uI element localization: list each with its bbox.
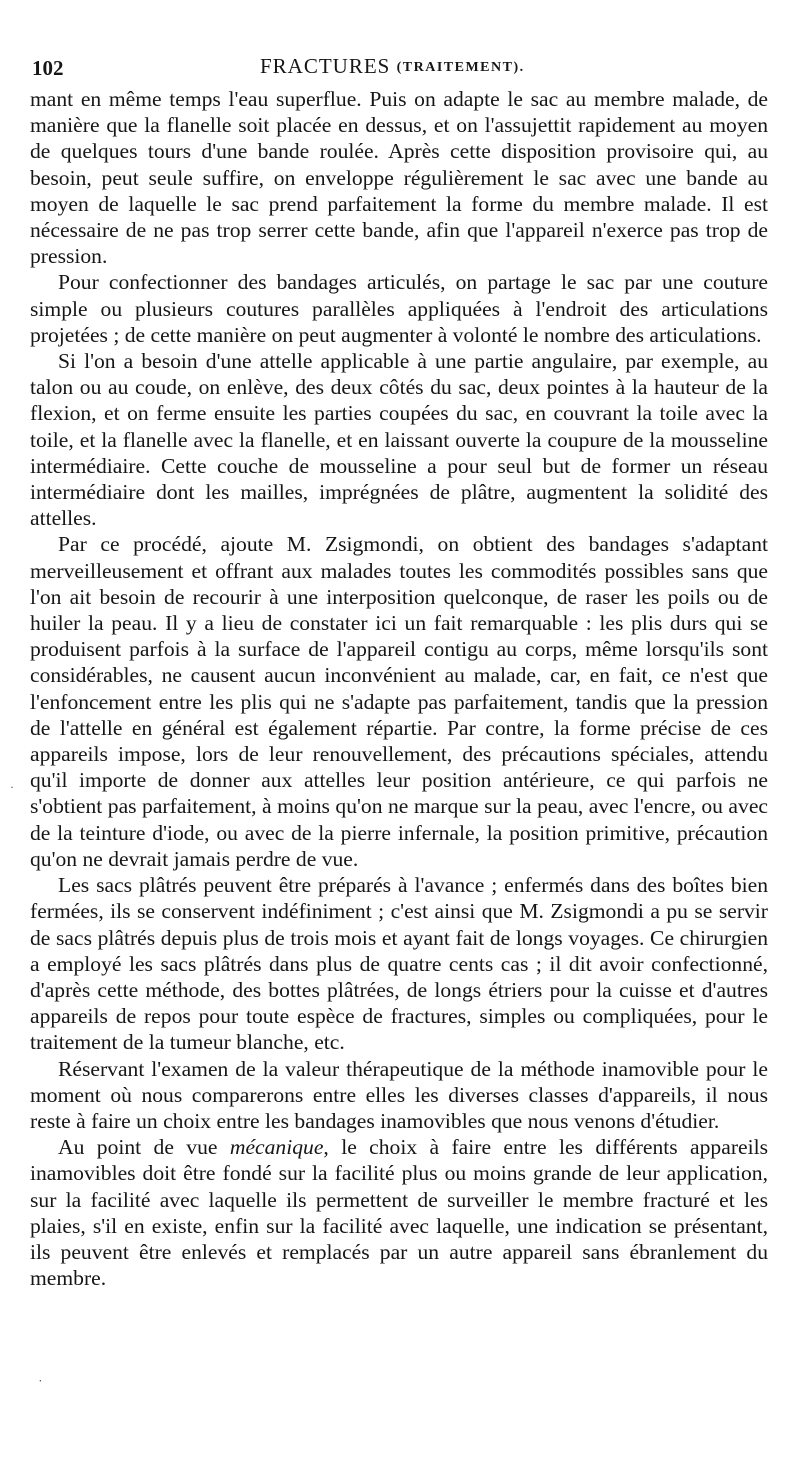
paragraph-6: Réservant l'examen de la valeur thérapeutique de la méthode inamovible pour le moment où nous comparerons entre elles les diverses classes d'appareils, il nous reste à faire un choix entre les bandages inamovibles que nous venons d'étudier. bbox=[30, 1056, 768, 1133]
paragraph-4: Par ce procédé, ajoute M. Zsigmondi, on obtient des bandages s'adaptant merveilleusement et offrant aux malades toutes les commodités possibles sans que l'on ait besoin de recourir à une interposition quelconque, de raser les poils ou de huiler la peau. Il y a lieu de constater ici un fait remarquable : les plis durs qui se produisent parfois à la surface de l'appareil contigu au corps, même lorsqu'ils sont considérables, ne causent aucun inconvénient au malade, car, en fait, ce n'est que l'enfoncement entre les plis qui ne s'adapte pas parfaitement, tandis que la pression de l'attelle en général est également répartie. Par contre, la forme précise de ces appareils impose, lors de leur renouvellement, des précautions spéciales, attendu qu'il importe de donner aux attelles leur position antérieure, ce qui parfois ne s'obtient pas parfaitement, à moins qu'on ne marque sur la peau, avec l'encre, ou avec de la teinture d'iode, ou avec de la pierre infernale, la position primitive, précaution qu'on ne devrait jamais perdre de vue. bbox=[30, 532, 768, 871]
bottom-speck: ˙ bbox=[38, 1378, 43, 1393]
running-head bbox=[260, 54, 525, 79]
page-header bbox=[30, 50, 770, 82]
paragraph-3: Si l'on a besoin d'une attelle applicable à une partie angulaire, par exemple, au talon ou au coude, on enlève, des deux côtés du sac, deux pointes à la hauteur de la flexion, et on ferme ensuite les parties coupées du sac, en couvrant la toile avec la toile, et la flanelle avec la flanelle, et en laissant ouverte la coupure de la mousseline intermédiaire. Cette couche de mousseline a pour seul but de former un réseau intermédiaire dont les mailles, imprégnées de plâtre, augmentent la solidité des attelles. bbox=[30, 349, 768, 531]
paragraph-7-italic: mécanique bbox=[229, 1135, 324, 1160]
margin-speck: · bbox=[10, 780, 14, 794]
paragraph-5: Les sacs plâtrés peuvent être préparés à l'avance ; enfermés dans des boîtes bien fermées, ils se conservent indéfiniment ; c'est ainsi que M. Zsigmondi a pu se servir de sacs plâtrés depuis plus de trois mois et ayant fait de longs voyages. Ce chirurgien a employé les sacs plâtrés dans plus de quatre cents cas ; il dit avoir confectionné, d'après cette méthode, des bottes plâtrées, de longs étriers pour la cuisse et d'autres appareils de repos pour toute espèce de fractures, simples ou compliquées, pour le traitement de la tumeur blanche, etc. bbox=[30, 873, 768, 1055]
running-head-main: FRACTURES bbox=[260, 54, 391, 78]
paragraph-2: Pour confectionner des bandages articulés, on partage le sac par une couture simple ou plusieurs coutures parallèles appliquées à l'endroit des articulations projetées ; de cette manière on peut augmenter à volonté le nombre des articulations. bbox=[30, 270, 768, 347]
paragraph-1: mant en même temps l'eau superflue. Puis on adapte le sac au membre malade, de manière que la flanelle soit placée en dessus, et on l'assujettit rapidement au moyen de quelques tours d'une bande roulée. Après cette disposition provisoire qui, au besoin, peut seule suffire, on enveloppe régulièrement le sac avec une bande au moyen de laquelle le sac prend parfaitement la forme du membre malade. Il est nécessaire de ne pas trop serrer cette bande, afin que l'appareil n'exerce pas trop de pression. bbox=[30, 87, 768, 269]
body-text bbox=[30, 86, 768, 1386]
running-head-paren: (TRAITEMENT). bbox=[396, 60, 525, 75]
paragraph-7-rest: , le choix à faire entre les différents appareils inamovibles doit être fondé sur la facilité plus ou moins grande de leur application, sur la facilité avec laquelle ils permettent de surveiller le membre fracturé et les plaies, s'il en existe, enfin sur la facilité avec laquelle, une indication se présentant, ils peuvent être enlevés et remplacés par un autre appareil sans ébranlement du membre. bbox=[30, 1135, 768, 1291]
page-number: 102 bbox=[32, 56, 64, 80]
paragraph-7 bbox=[30, 1134, 768, 1291]
paragraph-7-lead: Au point de vue bbox=[58, 1135, 230, 1160]
